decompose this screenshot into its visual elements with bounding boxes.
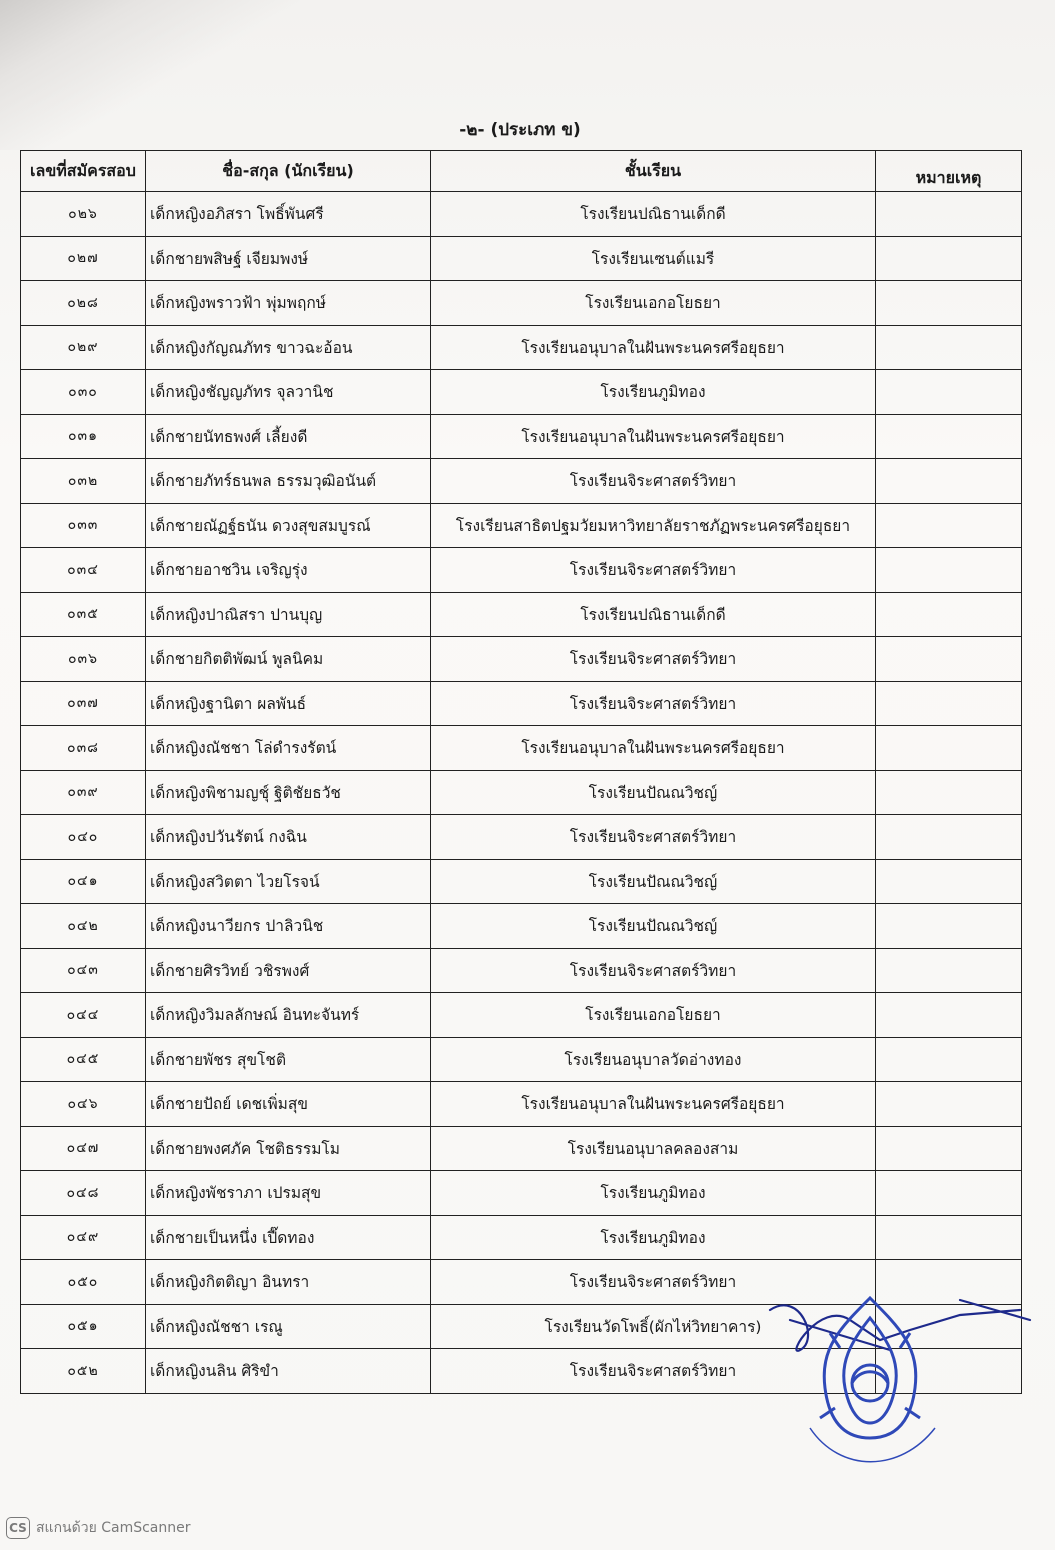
cell-name: เด็กหญิงอภิสรา โพธิ์พันศรี: [146, 192, 431, 237]
table-row: [21, 414, 1022, 459]
cell-id: ๐๔๘: [21, 1171, 146, 1216]
cell-id: ๐๕๑: [21, 1304, 146, 1349]
cell-name: เด็กชายพงศภัค โชติธรรมโม: [146, 1126, 431, 1171]
cell-id: ๐๓๘: [21, 726, 146, 771]
cell-note: [876, 948, 1022, 993]
table-row: [21, 281, 1022, 326]
cell-name: เด็กชายกิตติพัฒน์ พูลนิคม: [146, 637, 431, 682]
cell-school: โรงเรียนภูมิทอง: [431, 1215, 876, 1260]
table-row: [21, 1171, 1022, 1216]
cell-school: โรงเรียนจิระศาสตร์วิทยา: [431, 1260, 876, 1305]
cell-name: เด็กชายศิรวิทย์ วชิรพงศ์: [146, 948, 431, 993]
cell-note: [876, 414, 1022, 459]
cell-name: เด็กชายพัชร สุขโชติ: [146, 1037, 431, 1082]
cell-school: โรงเรียนจิระศาสตร์วิทยา: [431, 459, 876, 504]
cell-note: [876, 192, 1022, 237]
cell-school: โรงเรียนจิระศาสตร์วิทยา: [431, 948, 876, 993]
cell-school: โรงเรียนปณิธานเด็กดี: [431, 592, 876, 637]
table-row: [21, 548, 1022, 593]
cell-note: [876, 548, 1022, 593]
cell-note: [876, 1215, 1022, 1260]
cell-school: โรงเรียนปัณณวิชญ์: [431, 859, 876, 904]
cell-school: โรงเรียนจิระศาสตร์วิทยา: [431, 815, 876, 860]
cell-id: ๐๓๕: [21, 592, 146, 637]
header-note: หมายเหตุ: [876, 151, 1022, 192]
table-row: [21, 503, 1022, 548]
cell-name: เด็กชายณัฏฐ์ธนัน ดวงสุขสมบูรณ์: [146, 503, 431, 548]
cell-school: โรงเรียนอนุบาลในฝันพระนครศรีอยุธยา: [431, 726, 876, 771]
cell-note: [876, 1037, 1022, 1082]
cell-note: [876, 236, 1022, 281]
table-row: [21, 325, 1022, 370]
cell-name: เด็กหญิงสวิตตา ไวยโรจน์: [146, 859, 431, 904]
table-row: [21, 192, 1022, 237]
cell-id: ๐๒๘: [21, 281, 146, 326]
cell-name: เด็กหญิงวิมลลักษณ์ อินทะจันทร์: [146, 993, 431, 1038]
cell-name: เด็กหญิงพัชราภา เปรมสุข: [146, 1171, 431, 1216]
table-row: [21, 1215, 1022, 1260]
cell-name: เด็กหญิงชัญญภัทร จุลวานิช: [146, 370, 431, 415]
table-row: [21, 681, 1022, 726]
cell-name: เด็กหญิงกัญณภัทร ขาวฉะอ้อน: [146, 325, 431, 370]
cell-name: เด็กหญิงณัชชา โล่ดำรงรัตน์: [146, 726, 431, 771]
cell-id: ๐๓๓: [21, 503, 146, 548]
cell-id: ๐๔๑: [21, 859, 146, 904]
table-body: [21, 192, 1022, 1394]
table-header-row: [21, 151, 1022, 192]
table-row: [21, 459, 1022, 504]
cell-note: [876, 325, 1022, 370]
cell-name: เด็กหญิงปาณิสรา ปานบุญ: [146, 592, 431, 637]
cell-school: โรงเรียนเซนต์แมรี: [431, 236, 876, 281]
cell-id: ๐๒๙: [21, 325, 146, 370]
table-row: [21, 859, 1022, 904]
cell-school: โรงเรียนภูมิทอง: [431, 370, 876, 415]
cell-name: เด็กหญิงนลิน ศิริขำ: [146, 1349, 431, 1394]
cell-id: ๐๓๙: [21, 770, 146, 815]
cell-id: ๐๒๗: [21, 236, 146, 281]
cell-school: โรงเรียนจิระศาสตร์วิทยา: [431, 548, 876, 593]
cell-name: เด็กหญิงพราวฟ้า พุ่มพฤกษ์: [146, 281, 431, 326]
cell-name: เด็กหญิงณัชชา เรณู: [146, 1304, 431, 1349]
table-row: [21, 236, 1022, 281]
cell-school: โรงเรียนวัดโพธิ์(ผักไห่วิทยาคาร): [431, 1304, 876, 1349]
cell-id: ๐๔๖: [21, 1082, 146, 1127]
cell-name: เด็กชายเป็นหนึ่ง เปี๊ดทอง: [146, 1215, 431, 1260]
cell-id: ๐๓๐: [21, 370, 146, 415]
cell-note: [876, 770, 1022, 815]
header-id: เลขที่สมัครสอบ: [21, 151, 146, 192]
scanner-watermark-text: สแกนด้วย CamScanner: [36, 1520, 191, 1536]
cell-school: โรงเรียนปัณณวิชญ์: [431, 904, 876, 949]
header-school: ชั้นเรียน: [431, 151, 876, 192]
cell-note: [876, 281, 1022, 326]
cell-id: ๐๔๙: [21, 1215, 146, 1260]
cell-school: โรงเรียนจิระศาสตร์วิทยา: [431, 1349, 876, 1394]
cell-id: ๐๕๒: [21, 1349, 146, 1394]
cell-name: เด็กชายพสิษฐ์ เจียมพงษ์: [146, 236, 431, 281]
cell-id: ๐๒๖: [21, 192, 146, 237]
cell-school: โรงเรียนอนุบาลในฝันพระนครศรีอยุธยา: [431, 414, 876, 459]
cell-note: [876, 1171, 1022, 1216]
cell-school: โรงเรียนสาธิตปฐมวัยมหาวิทยาลัยราชภัฏพระนครศรีอยุธยา: [431, 503, 876, 548]
table-row: [21, 1126, 1022, 1171]
cell-note: [876, 1126, 1022, 1171]
cell-school: โรงเรียนอนุบาลคลองสาม: [431, 1126, 876, 1171]
table-row: [21, 904, 1022, 949]
cell-note: [876, 726, 1022, 771]
cell-name: เด็กหญิงกิตติญา อินทรา: [146, 1260, 431, 1305]
cell-school: โรงเรียนจิระศาสตร์วิทยา: [431, 681, 876, 726]
table-row: [21, 1082, 1022, 1127]
cell-school: โรงเรียนอนุบาลในฝันพระนครศรีอยุธยา: [431, 325, 876, 370]
cell-id: ๐๔๓: [21, 948, 146, 993]
cell-school: โรงเรียนอนุบาลในฝันพระนครศรีอยุธยา: [431, 1082, 876, 1127]
cell-id: ๐๔๔: [21, 993, 146, 1038]
cell-note: [876, 993, 1022, 1038]
cell-note: [876, 1082, 1022, 1127]
cell-note: [876, 859, 1022, 904]
roster-table: [20, 150, 1022, 1394]
cell-id: ๐๔๕: [21, 1037, 146, 1082]
cell-id: ๐๕๐: [21, 1260, 146, 1305]
cell-note: [876, 637, 1022, 682]
cell-note: [876, 459, 1022, 504]
cell-id: ๐๔๗: [21, 1126, 146, 1171]
table-row: [21, 815, 1022, 860]
cell-id: ๐๓๑: [21, 414, 146, 459]
cell-name: เด็กหญิงพิชามญชุ์ ฐิติชัยธวัช: [146, 770, 431, 815]
cell-school: โรงเรียนจิระศาสตร์วิทยา: [431, 637, 876, 682]
cell-school: โรงเรียนเอกอโยธยา: [431, 993, 876, 1038]
scanner-watermark: [6, 1516, 191, 1540]
header-name: ชื่อ-สกุล (นักเรียน): [146, 151, 431, 192]
cell-name: เด็กชายภัทร์ธนพล ธรรมวุฒิอนันต์: [146, 459, 431, 504]
cell-school: โรงเรียนปณิธานเด็กดี: [431, 192, 876, 237]
table-row: [21, 948, 1022, 993]
cell-school: โรงเรียนภูมิทอง: [431, 1171, 876, 1216]
cell-name: เด็กชายนัทธพงศ์ เลี้ยงดี: [146, 414, 431, 459]
camscanner-logo-icon: CS: [6, 1517, 30, 1539]
cell-id: ๐๔๐: [21, 815, 146, 860]
page-title: -๒- (ประเภท ข): [459, 120, 581, 140]
cell-school: โรงเรียนปัณณวิชญ์: [431, 770, 876, 815]
cell-id: ๐๓๔: [21, 548, 146, 593]
cell-school: โรงเรียนเอกอโยธยา: [431, 281, 876, 326]
table-row: [21, 770, 1022, 815]
table-row: [21, 1037, 1022, 1082]
table-row: [21, 637, 1022, 682]
cell-id: ๐๔๒: [21, 904, 146, 949]
cell-name: เด็กชายปัถย์ เดชเพิ่มสุข: [146, 1082, 431, 1127]
cell-note: [876, 681, 1022, 726]
cell-note: [876, 370, 1022, 415]
cell-name: เด็กชายอาชวิน เจริญรุ่ง: [146, 548, 431, 593]
cell-id: ๐๓๒: [21, 459, 146, 504]
table-row: [21, 993, 1022, 1038]
cell-note: [876, 904, 1022, 949]
cell-name: เด็กหญิงนาวียกร ปาลิวนิช: [146, 904, 431, 949]
table-row: [21, 726, 1022, 771]
cell-note: [876, 592, 1022, 637]
cell-id: ๐๓๖: [21, 637, 146, 682]
cell-name: เด็กหญิงฐานิตา ผลพันธ์: [146, 681, 431, 726]
cell-id: ๐๓๗: [21, 681, 146, 726]
cell-note: [876, 503, 1022, 548]
cell-note: [876, 815, 1022, 860]
table-row: [21, 592, 1022, 637]
cell-name: เด็กหญิงปวันรัตน์ กงฉิน: [146, 815, 431, 860]
school-seal-stamp: [790, 1288, 950, 1488]
cell-school: โรงเรียนอนุบาลวัดอ่างทอง: [431, 1037, 876, 1082]
table-row: [21, 370, 1022, 415]
